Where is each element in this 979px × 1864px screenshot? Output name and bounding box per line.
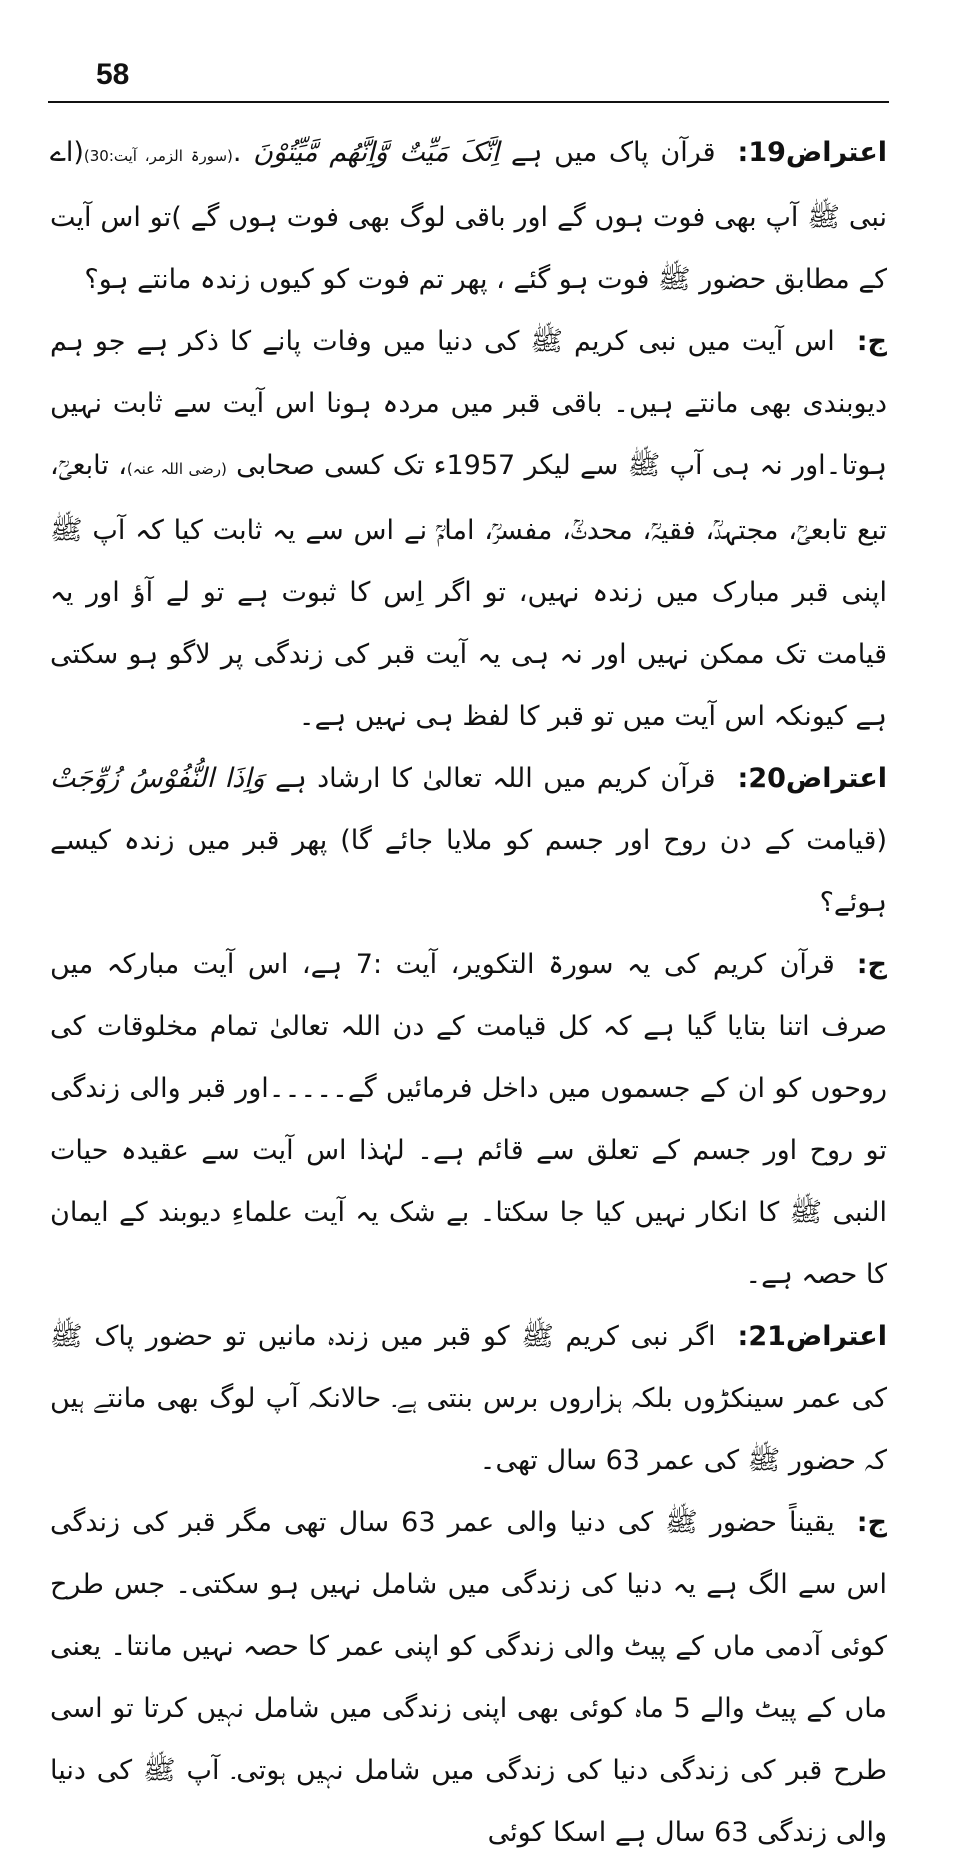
paragraph-lead: اعتراض21: [737,1321,887,1352]
objection-paragraph [50,1306,887,1492]
paragraph-text: قرآن پاک میں ہے [499,137,716,168]
objection-paragraph [50,748,887,934]
paragraph-text: اگر نبی کریم ﷺ کو قبر میں زندہ مانیں تو حضور پاک ﷺ کی عمر سینکڑوں بلکہ ہزاروں برس بنتی ہے۔ حالانکہ آپ لوگ بھی مانتے ہیں کہ حضور ﷺ کی عمر 63 سال تھی۔ [50,1321,887,1476]
paragraph-lead: اعتراض20: [737,763,888,794]
page-number: 58 [96,58,130,91]
reference-note: (رضی اللہ عنہ) [126,460,227,478]
page-body [50,122,887,1864]
answer-paragraph [50,1492,887,1864]
header-rule [48,101,889,103]
paragraph-text: . [232,137,254,168]
paragraph-text: یقیناً حضور ﷺ کی دنیا والی عمر 63 سال تھی مگر قبر کی زندگی اس سے الگ ہے یہ دنیا کی زندگی میں شامل نہیں ہو سکتی۔ جس طرح کوئی آدمی ماں کے پیٹ والی زندگی کو اپنی عمر کا حصہ نہیں مانتا۔ یعنی ماں کے پیٹ والے 5 ماہ کوئی بھی اپنی زندگی میں شامل نہیں کرتا تو اسی طرح قبر کی زندگی دنیا کی زندگی میں شامل نہیں ہوتی۔ آپ ﷺ کی دنیا والی زندگی 63 سال ہے اسکا کوئی [50,1507,887,1848]
objection-paragraph [50,122,887,311]
answer-paragraph [50,311,887,748]
quran-verse: وَاِذَا النُّفُوْسُ زُوِّجَتْ [50,763,265,794]
answer-paragraph [50,934,887,1306]
paragraph-text: (قیامت کے دن روح اور جسم کو ملایا جائے گا) پھر قبر میں زندہ کیسے ہوئے؟ [50,825,887,918]
paragraph-text: اس آیت میں نبی کریم ﷺ کی دنیا میں وفات پانے کا ذکر ہے جو ہم دیوبندی بھی مانتے ہیں۔ باقی قبر میں مردہ ہونا اس آیت سے ثابت نہیں ہوتا۔اور نہ ہی آپ ﷺ سے لیکر 1957ء تک کسی صحابی [50,326,888,481]
quran-verse: اِنَّکَ مَیِّتٌ وَّاِنَّھُم مَّیِّتُوْنَ [253,137,500,168]
paragraph-lead: ج: [856,1507,887,1538]
paragraph-text: قرآن کریم کی یہ سورۃ التکویر، آیت :7 ہے، اس آیت مبارکہ میں صرف اتنا بتایا گیا ہے کہ کل قیامت کے دن اللہ تعالیٰ تمام مخلوقات کی روحوں کو ان کے جسموں میں داخل فرمائیں گے۔۔۔۔۔اور قبر والی زندگی تو روح اور جسم کے تعلق سے قائم ہے۔ لہٰذا اس آیت سے عقیدہ حیات النبی ﷺ کا انکار نہیں کیا جا سکتا۔ بے شک یہ آیت علماءِ دیوبند کے ایمان کا حصہ ہے۔ [50,949,887,1290]
paragraph-text: قرآن کریم میں اللہ تعالیٰ کا ارشاد ہے [264,763,716,794]
reference-note: (سورۃ الزمر، آیت:30) [83,147,233,165]
paragraph-text: ، تابعیؒ، تبع تابعیؒ، مجتہدؒ، فقیہؒ، محدثؒ، مفسرؒ، امامؒ نے اس سے یہ ثابت کیا کہ آپ ﷺ اپنی قبر مبارک میں زندہ نہیں، تو اگر اِس کا ثبوت ہے تو لے آؤ اور یہ قیامت تک ممکن نہیں اور نہ ہی یہ آیت قبر کی زندگی پر لاگو ہو سکتی ہے کیونکہ اس آیت میں تو قبر کا لفظ ہی نہیں ہے۔ [50,450,887,732]
paragraph-lead: اعتراض19: [737,137,888,168]
paragraph-text: (اے نبی ﷺ آپ بھی فوت ہوں گے اور باقی لوگ بھی فوت ہوں گے )تو اس آیت کے مطابق حضور ﷺ فوت ہو گئے ، پھر تم فوت کو کیوں زندہ مانتے ہو؟ [50,137,887,295]
paragraph-lead: ج: [856,326,887,357]
paragraph-lead: ج: [856,949,888,980]
